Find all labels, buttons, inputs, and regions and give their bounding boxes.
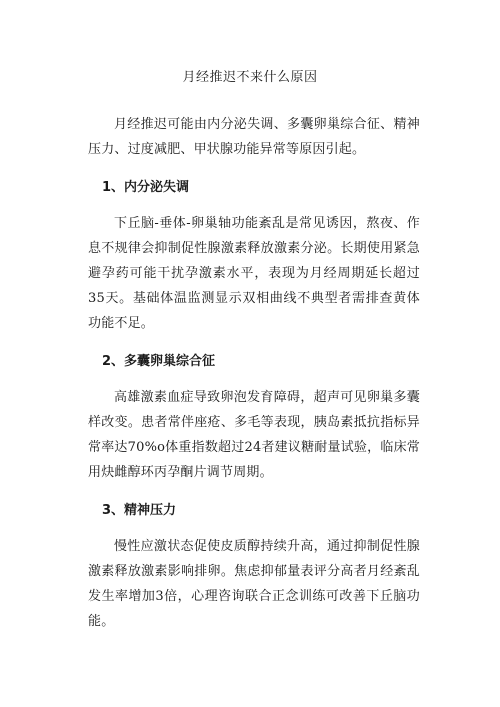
section-heading-1: 1、内分泌失调 <box>102 180 190 195</box>
section-heading-2: 2、多囊卵巢综合征 <box>102 354 216 369</box>
document-body <box>88 112 420 634</box>
intro-paragraph: 月经推迟可能由内分泌失调、多囊卵巢综合征、精神压力、过度减肥、甲状腺功能异常等原因引起。 <box>88 117 420 157</box>
document-title: 月经推迟不来什么原因 <box>182 70 318 85</box>
section-paragraph-2: 高雄激素血症导致卵泡发育障碍，超声可见卵巢多囊样改变。患者常伴座疮、多毛等表现，胰岛素抵抗指标异常率达70%o体重指数超过24者建议糖耐量试验，临床常用炔雌醇环丙孕酮片调节周期。 <box>88 390 420 480</box>
section-heading-3: 3、精神压力 <box>102 503 177 518</box>
section-paragraph-1: 下丘脑-垂体-卵巢轴功能紊乱是常见诱因，熬夜、作息不规律会抑制促性腺激素释放激素分泌。长期使用紧急避孕药可能干扰孕激素水平，表现为月经周期延长超过35天。基础体温监测显示双相曲线不典型者需排查黄体功能不足。 <box>88 216 420 331</box>
section-paragraph-3: 慢性应激状态促使皮质醇持续升高，通过抑制促性腺激素释放激素影响排卵。焦虑抑郁量表评分高者月经紊乱发生率增加3倍，心理咨询联合正念训练可改善下丘脑功能。 <box>88 539 420 629</box>
